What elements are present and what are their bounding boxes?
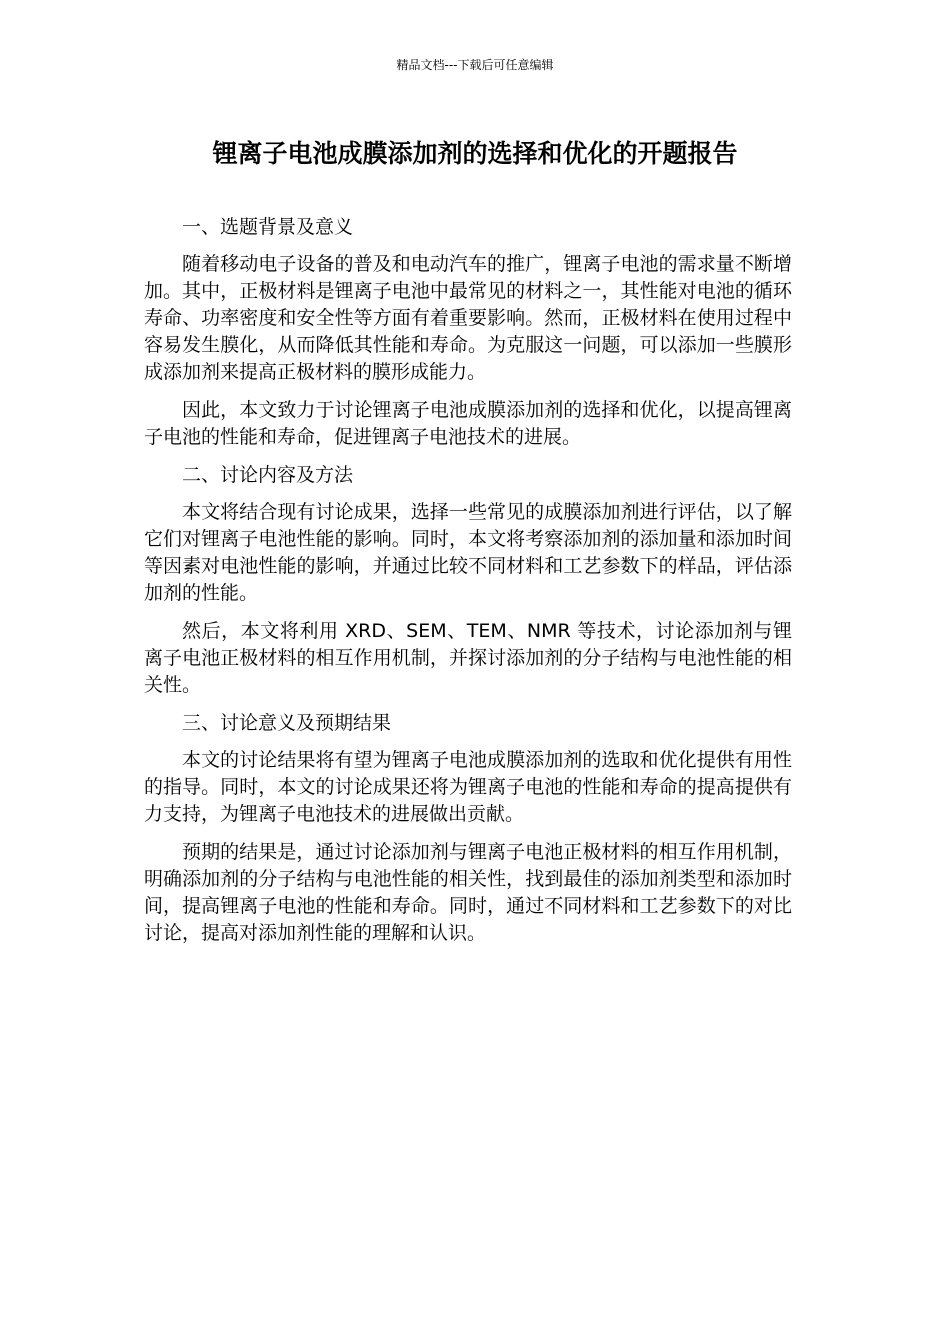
section-heading: 一、选题背景及意义 [182, 216, 354, 238]
section-background [144, 214, 792, 451]
document-title: 锂离子电池成膜添加剂的选择和优化的开题报告 [212, 139, 738, 168]
header-note: 精品文档---下载后可任意编辑 [396, 58, 554, 72]
paragraph: 本文将结合现有讨论成果，选择一些常见的成膜添加剂进行评估，以了解它们对锂离子电池性能的影响。同时，本文将考察添加剂的添加量和添加时间等因素对电池性能的影响，并通过比较不同材料和工艺参数下的样品，评估添加剂的性能。 [144, 501, 792, 604]
section-significance-results [144, 710, 792, 947]
section-heading: 三、讨论意义及预期结果 [182, 712, 392, 734]
section-content-methods [144, 462, 792, 699]
section-heading: 二、讨论内容及方法 [182, 464, 354, 486]
paragraph: 本文的讨论结果将有望为锂离子电池成膜添加剂的选取和优化提供有用性的指导。同时，本文的讨论成果还将为锂离子电池的性能和寿命的提高提供有力支持，为锂离子电池技术的进展做出贡献。 [144, 749, 792, 825]
paragraph: 然后，本文将利用 XRD、SEM、TEM、NMR 等技术，讨论添加剂与锂离子电池正极材料的相互作用机制，并探讨添加剂的分子结构与电池性能的相关性。 [144, 620, 792, 696]
paragraph: 因此，本文致力于讨论锂离子电池成膜添加剂的选择和优化，以提高锂离子电池的性能和寿命，促进锂离子电池技术的进展。 [144, 399, 792, 448]
paragraph: 随着移动电子设备的普及和电动汽车的推广，锂离子电池的需求量不断增加。其中，正极材料是锂离子电池中最常见的材料之一，其性能对电池的循环寿命、功率密度和安全性等方面有着重要影响。然而，正极材料在使用过程中容易发生膜化，从而降低其性能和寿命。为克服这一问题，可以添加一些膜形成添加剂来提高正极材料的膜形成能力。 [144, 253, 792, 383]
paragraph: 预期的结果是，通过讨论添加剂与锂离子电池正极材料的相互作用机制，明确添加剂的分子结构与电池性能的相关性，找到最佳的添加剂类型和添加时间，提高锂离子电池的性能和寿命。同时，通过不同材料和工艺参数下的对比讨论，提高对添加剂性能的理解和认识。 [144, 841, 792, 944]
document-body [144, 214, 792, 958]
